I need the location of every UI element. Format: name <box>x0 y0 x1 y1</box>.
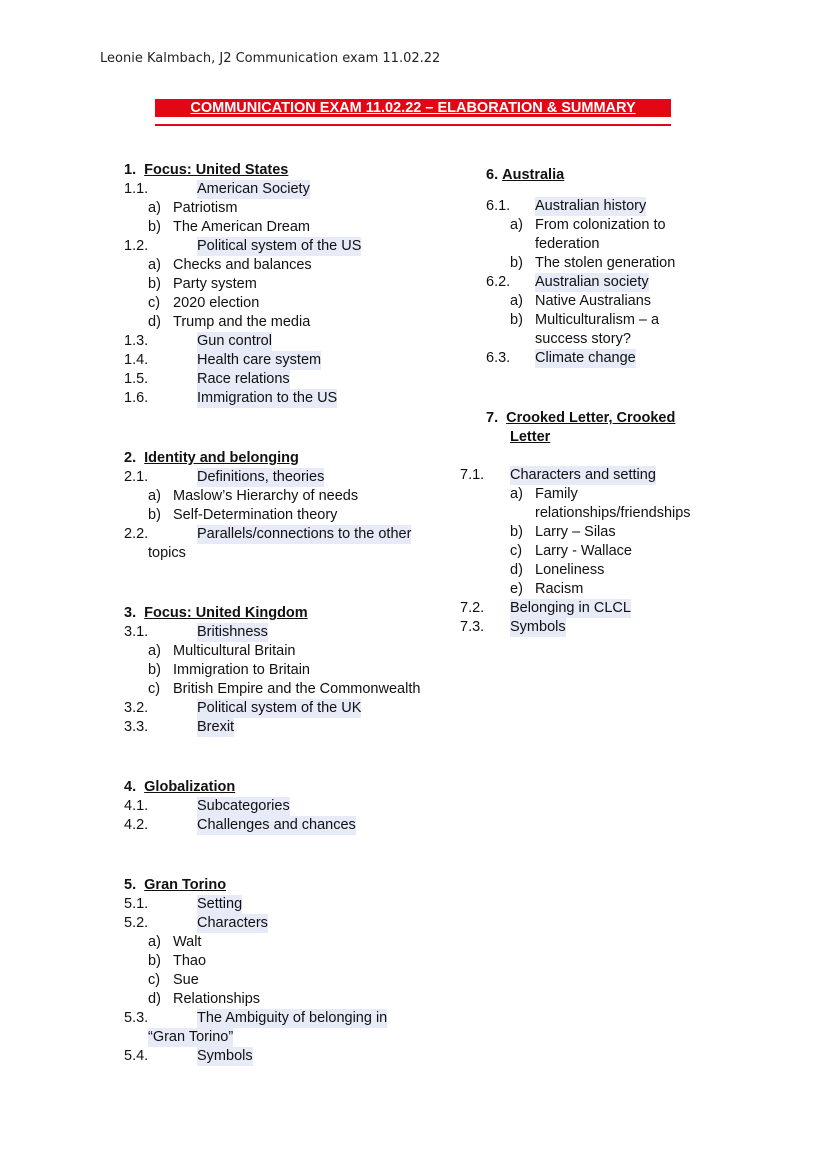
section-title: Australia <box>502 167 565 183</box>
item-label-continued: “Gran Torino” <box>148 1029 234 1045</box>
section-number: 2. <box>124 450 137 466</box>
item-label: Health care system <box>197 352 322 368</box>
subitem-label: Thao <box>173 953 207 969</box>
item-number: 1.5. <box>124 371 149 387</box>
subitem-letter: a) <box>510 293 523 309</box>
subitem-letter: c) <box>510 543 523 559</box>
subitem-letter: c) <box>148 295 161 311</box>
subitem-letter: b) <box>148 219 161 235</box>
item-label: Political system of the US <box>197 238 362 254</box>
item-number: 2.2. <box>124 526 149 542</box>
section-title: Crooked Letter, Crooked <box>506 410 676 426</box>
item-number: 1.3. <box>124 333 149 349</box>
subitem-letter: b) <box>510 255 523 271</box>
subitem-letter: b) <box>148 276 161 292</box>
section-title: Gran Torino <box>144 877 227 893</box>
subitem-letter: d) <box>148 314 161 330</box>
item-label: Climate change <box>535 350 636 366</box>
item-number: 7.2. <box>460 600 485 616</box>
subitem-label: Larry - Wallace <box>535 543 632 559</box>
item-number: 5.2. <box>124 915 149 931</box>
subitem-letter: a) <box>148 643 161 659</box>
item-label-continued: topics <box>148 545 186 561</box>
subitem-letter: a) <box>148 488 161 504</box>
item-number: 4.1. <box>124 798 149 814</box>
subitem-letter: b) <box>510 524 523 540</box>
item-number: 3.2. <box>124 700 149 716</box>
subitem-label: Sue <box>173 972 199 988</box>
subitem-label: 2020 election <box>173 295 260 311</box>
section-heading-1 <box>124 161 288 180</box>
section-heading-4 <box>124 778 235 797</box>
subitem-letter: b) <box>148 507 161 523</box>
subitem-label-continued: federation <box>535 236 600 252</box>
item-label: Australian history <box>535 198 647 214</box>
section-title-line2: Letter <box>510 429 551 445</box>
item-number: 6.1. <box>486 198 511 214</box>
item-number: 3.1. <box>124 624 149 640</box>
item-number: 6.2. <box>486 274 511 290</box>
subitem-letter: b) <box>510 312 523 328</box>
section-title-continued <box>510 428 550 447</box>
item-label: The Ambiguity of belonging in <box>197 1010 388 1026</box>
page-header: Leonie Kalmbach, J2 Communication exam 11.02.22 <box>100 51 441 66</box>
subitem-label: Multiculturalism – a <box>535 312 660 328</box>
item-label: Characters and setting <box>510 467 656 483</box>
subitem-label: Maslow’s Hierarchy of needs <box>173 488 359 504</box>
item-label: Subcategories <box>197 798 290 814</box>
subitem-label: Self-Determination theory <box>173 507 338 523</box>
subitem-letter: b) <box>148 953 161 969</box>
document-title: COMMUNICATION EXAM 11.02.22 – ELABORATION & SUMMARY <box>155 99 671 117</box>
subitem-letter: b) <box>148 662 161 678</box>
section-title: Focus: United Kingdom <box>144 605 308 621</box>
subitem-letter: c) <box>148 972 161 988</box>
subitem-letter: c) <box>148 681 161 697</box>
item-label: Belonging in CLCL <box>510 600 631 616</box>
item-number: 5.3. <box>124 1010 149 1026</box>
item-label: Political system of the UK <box>197 700 362 716</box>
subitem-label: From colonization to <box>535 217 666 233</box>
section-heading-3 <box>124 604 308 623</box>
item-number: 1.4. <box>124 352 149 368</box>
item-label: Characters <box>197 915 268 931</box>
item-number: 1.1. <box>124 181 149 197</box>
subitem-letter: a) <box>510 486 523 502</box>
subitem-letter: a) <box>510 217 523 233</box>
subitem-label: Native Australians <box>535 293 652 309</box>
item-number: 5.4. <box>124 1048 149 1064</box>
subitem-label: Multicultural Britain <box>173 643 296 659</box>
item-label: Symbols <box>510 619 566 635</box>
subitem-letter: a) <box>148 257 161 273</box>
item-label: Setting <box>197 896 243 912</box>
subitem-label: Loneliness <box>535 562 605 578</box>
item-number: 7.3. <box>460 619 485 635</box>
section-number: 6. <box>486 167 499 183</box>
subitem-label-continued: relationships/friendships <box>535 505 691 521</box>
item-label: Definitions, theories <box>197 469 325 485</box>
section-heading-6 <box>486 166 564 185</box>
subitem-label: Relationships <box>173 991 261 1007</box>
section-heading-7 <box>486 409 675 428</box>
item-label: Challenges and chances <box>197 817 356 833</box>
item-label: Parallels/connections to the other <box>197 526 412 542</box>
subitem-label: Party system <box>173 276 257 292</box>
subitem-letter: a) <box>148 200 161 216</box>
subitem-letter: d) <box>510 562 523 578</box>
subitem-label: Immigration to Britain <box>173 662 310 678</box>
item-label: Australian society <box>535 274 649 290</box>
subitem-label: Racism <box>535 581 584 597</box>
item-label: Britishness <box>197 624 268 640</box>
item-number: 1.6. <box>124 390 149 406</box>
item-label: American Society <box>197 181 310 197</box>
item-label: Brexit <box>197 719 235 735</box>
section-title: Globalization <box>144 779 236 795</box>
section-number: 4. <box>124 779 137 795</box>
item-number: 3.3. <box>124 719 149 735</box>
section-heading-5 <box>124 876 226 895</box>
subitem-label: Patriotism <box>173 200 238 216</box>
section-title: Identity and belonging <box>144 450 299 466</box>
section-number: 7. <box>486 410 499 426</box>
subitem-label-continued: success story? <box>535 331 631 347</box>
subitem-label: Walt <box>173 934 202 950</box>
subitem-letter: d) <box>148 991 161 1007</box>
subitem-label: Family <box>535 486 578 502</box>
item-number: 5.1. <box>124 896 149 912</box>
subitem-label: The stolen generation <box>535 255 676 271</box>
item-label: Symbols <box>197 1048 253 1064</box>
section-title: Focus: United States <box>144 162 289 178</box>
subitem-label: British Empire and the Commonwealth <box>173 681 421 697</box>
item-number: 1.2. <box>124 238 149 254</box>
subitem-letter: a) <box>148 934 161 950</box>
section-number: 5. <box>124 877 137 893</box>
item-number: 7.1. <box>460 467 485 483</box>
section-heading-2 <box>124 449 299 468</box>
subitem-label: Checks and balances <box>173 257 312 273</box>
item-number: 2.1. <box>124 469 149 485</box>
subitem-label: Larry – Silas <box>535 524 616 540</box>
subitem-label: Trump and the media <box>173 314 311 330</box>
subitem-label: The American Dream <box>173 219 310 235</box>
item-number: 4.2. <box>124 817 149 833</box>
subitem-letter: e) <box>510 581 523 597</box>
item-number: 6.3. <box>486 350 511 366</box>
item-label: Immigration to the US <box>197 390 338 406</box>
item-label: Gun control <box>197 333 272 349</box>
section-number: 3. <box>124 605 137 621</box>
title-underline-rule <box>155 124 671 126</box>
item-label: Race relations <box>197 371 290 387</box>
section-number: 1. <box>124 162 137 178</box>
